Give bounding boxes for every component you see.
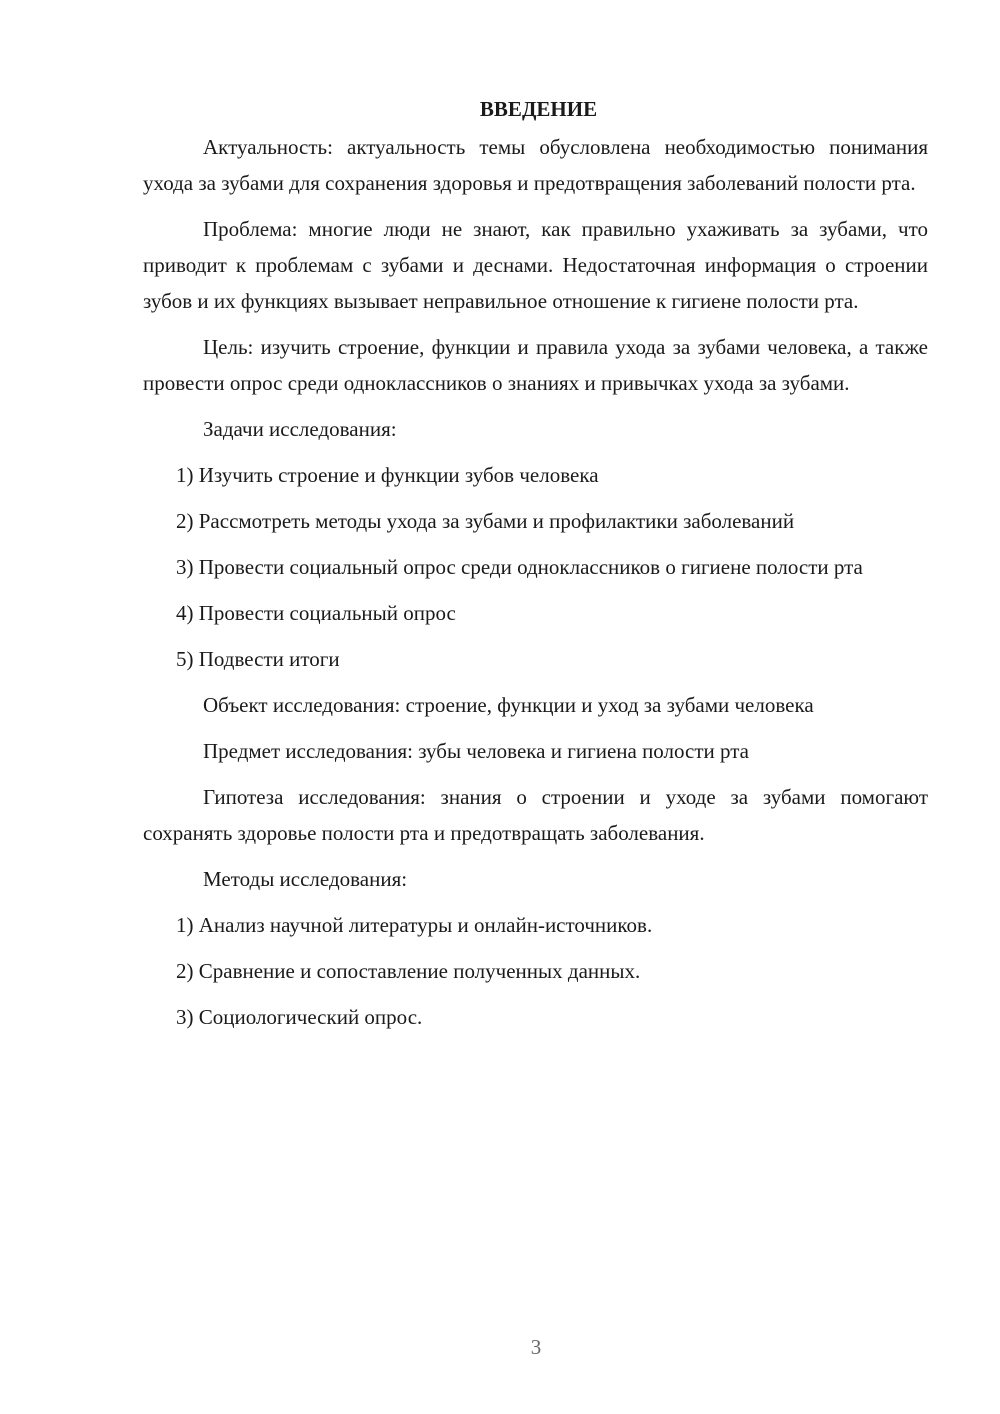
- task-item-1: 1) Изучить строение и функции зубов человека: [176, 463, 599, 487]
- method-item-3: 3) Социологический опрос.: [176, 1005, 423, 1029]
- method-item-2: 2) Сравнение и сопоставление полученных данных.: [176, 959, 641, 983]
- task-item-2: 2) Рассмотреть методы ухода за зубами и профилактики заболеваний: [176, 509, 795, 533]
- page-content: [143, 91, 928, 1045]
- tasks-heading: Задачи исследования:: [203, 417, 397, 441]
- research-subject: Предмет исследования: зубы человека и гигиена полости рта: [203, 739, 749, 763]
- research-object: Объект исследования: строение, функции и уход за зубами человека: [203, 693, 814, 717]
- page-number: 3: [530, 1335, 542, 1359]
- section-title: ВВЕДЕНИЕ: [479, 97, 598, 121]
- method-item-1: 1) Анализ научной литературы и онлайн-источников.: [176, 913, 653, 937]
- methods-heading: Методы исследования:: [203, 867, 408, 891]
- task-item-3: 3) Провести социальный опрос среди одноклассников о гигиене полости рта: [176, 555, 863, 579]
- research-hypothesis: Гипотеза исследования: знания о строении и уходе за зубами помогают сохранять здоровье полости рта и предотвращать заболевания.: [143, 785, 928, 845]
- task-item-4: 4) Провести социальный опрос: [176, 601, 456, 625]
- goal-paragraph: Цель: изучить строение, функции и правила ухода за зубами человека, а также провести опрос среди одноклассников о знаниях и привычках ухода за зубами.: [143, 335, 928, 395]
- relevance-paragraph: Актуальность: актуальность темы обусловлена необходимостью понимания ухода за зубами для сохранения здоровья и предотвращения заболеваний полости рта.: [143, 135, 928, 195]
- task-item-5: 5) Подвести итоги: [176, 647, 340, 671]
- problem-paragraph: Проблема: многие люди не знают, как правильно ухаживать за зубами, что приводит к проблемам с зубами и деснами. Недостаточная информация о строении зубов и их функциях вызывает неправильное отношение к гигиене полости рта.: [143, 217, 928, 313]
